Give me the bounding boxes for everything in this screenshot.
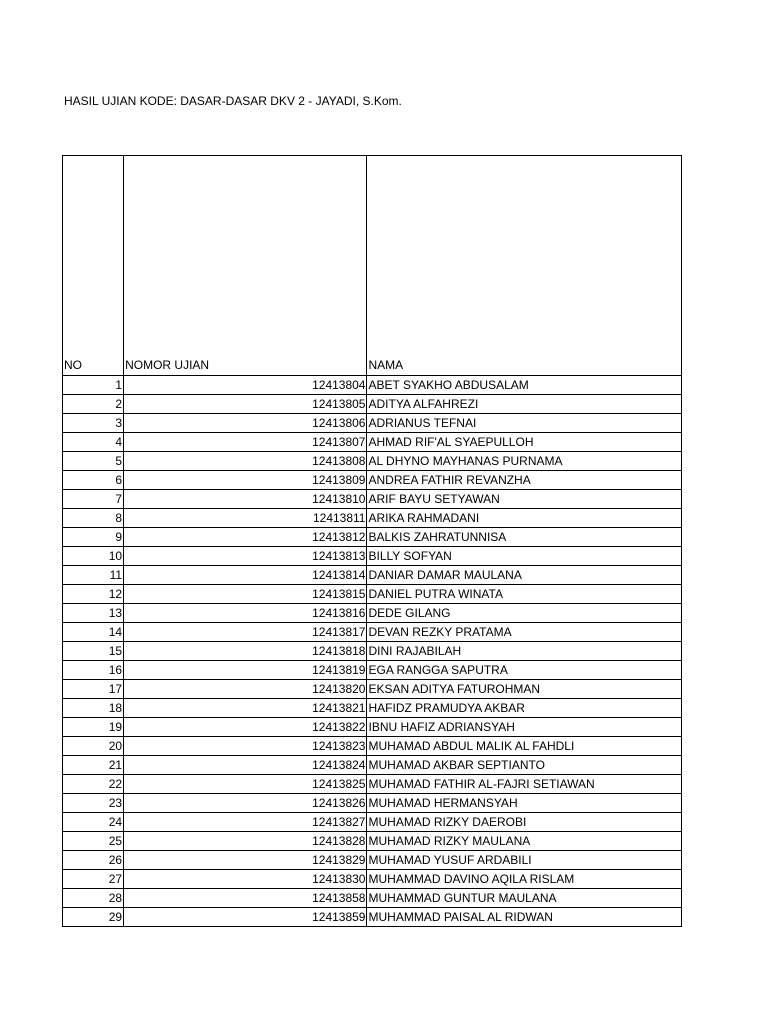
cell-nomor-ujian: 12413820 <box>124 680 367 699</box>
cell-no: 12 <box>63 585 124 604</box>
table-row <box>63 623 682 642</box>
cell-nomor-ujian: 12413825 <box>124 775 367 794</box>
cell-nama: DINI RAJABILAH <box>367 642 682 661</box>
table-row <box>63 395 682 414</box>
header-nama: NAMA <box>367 156 682 376</box>
cell-no: 13 <box>63 604 124 623</box>
cell-nomor-ujian: 12413823 <box>124 737 367 756</box>
header-nomor-ujian: NOMOR UJIAN <box>124 156 367 376</box>
cell-nomor-ujian: 12413830 <box>124 870 367 889</box>
cell-nomor-ujian: 12413822 <box>124 718 367 737</box>
cell-no: 1 <box>63 376 124 395</box>
table-row <box>63 794 682 813</box>
results-table <box>62 155 682 927</box>
cell-nama: DANIAR DAMAR MAULANA <box>367 566 682 585</box>
cell-no: 18 <box>63 699 124 718</box>
cell-nomor-ujian: 12413811 <box>124 509 367 528</box>
cell-nama: ARIKA RAHMADANI <box>367 509 682 528</box>
cell-no: 19 <box>63 718 124 737</box>
cell-no: 2 <box>63 395 124 414</box>
cell-no: 20 <box>63 737 124 756</box>
cell-nomor-ujian: 12413804 <box>124 376 367 395</box>
table-row <box>63 870 682 889</box>
cell-nama: BALKIS ZAHRATUNNISA <box>367 528 682 547</box>
cell-nama: HAFIDZ PRAMUDYA AKBAR <box>367 699 682 718</box>
table-row <box>63 642 682 661</box>
cell-nama: ABET SYAKHO ABDUSALAM <box>367 376 682 395</box>
cell-nomor-ujian: 12413824 <box>124 756 367 775</box>
table-row <box>63 585 682 604</box>
table-row <box>63 832 682 851</box>
cell-no: 24 <box>63 813 124 832</box>
table-row <box>63 680 682 699</box>
cell-nomor-ujian: 12413814 <box>124 566 367 585</box>
cell-no: 25 <box>63 832 124 851</box>
cell-nama: EKSAN ADITYA FATUROHMAN <box>367 680 682 699</box>
cell-nama: MUHAMAD RIZKY MAULANA <box>367 832 682 851</box>
cell-no: 15 <box>63 642 124 661</box>
table-row <box>63 376 682 395</box>
cell-nama: MUHAMAD AKBAR SEPTIANTO <box>367 756 682 775</box>
table-row <box>63 471 682 490</box>
table-row <box>63 566 682 585</box>
cell-nomor-ujian: 12413812 <box>124 528 367 547</box>
cell-no: 26 <box>63 851 124 870</box>
cell-nama: MUHAMAD ABDUL MALIK AL FAHDLI <box>367 737 682 756</box>
cell-nama: AHMAD RIF'AL SYAEPULLOH <box>367 433 682 452</box>
cell-nomor-ujian: 12413808 <box>124 452 367 471</box>
cell-no: 11 <box>63 566 124 585</box>
cell-nama: ADITYA ALFAHREZI <box>367 395 682 414</box>
cell-nomor-ujian: 12413815 <box>124 585 367 604</box>
cell-no: 21 <box>63 756 124 775</box>
cell-nama: MUHAMAD HERMANSYAH <box>367 794 682 813</box>
table-row <box>63 509 682 528</box>
cell-no: 23 <box>63 794 124 813</box>
cell-nama: DANIEL PUTRA WINATA <box>367 585 682 604</box>
cell-no: 8 <box>63 509 124 528</box>
table-row <box>63 661 682 680</box>
cell-no: 10 <box>63 547 124 566</box>
cell-nama: AL DHYNO MAYHANAS PURNAMA <box>367 452 682 471</box>
cell-nomor-ujian: 12413806 <box>124 414 367 433</box>
cell-nomor-ujian: 12413807 <box>124 433 367 452</box>
cell-no: 4 <box>63 433 124 452</box>
header-no: NO <box>63 156 124 376</box>
cell-nomor-ujian: 12413829 <box>124 851 367 870</box>
cell-nama: DEDE GILANG <box>367 604 682 623</box>
table-row <box>63 718 682 737</box>
cell-nama: MUHAMMAD GUNTUR MAULANA <box>367 889 682 908</box>
table-row <box>63 813 682 832</box>
cell-nomor-ujian: 12413818 <box>124 642 367 661</box>
cell-no: 17 <box>63 680 124 699</box>
table-row <box>63 908 682 927</box>
cell-nama: MUHAMAD FATHIR AL-FAJRI SETIAWAN <box>367 775 682 794</box>
cell-nomor-ujian: 12413816 <box>124 604 367 623</box>
cell-nomor-ujian: 12413828 <box>124 832 367 851</box>
cell-nama: ARIF BAYU SETYAWAN <box>367 490 682 509</box>
cell-no: 3 <box>63 414 124 433</box>
cell-nomor-ujian: 12413805 <box>124 395 367 414</box>
cell-nama: ANDREA FATHIR REVANZHA <box>367 471 682 490</box>
cell-nomor-ujian: 12413809 <box>124 471 367 490</box>
cell-no: 5 <box>63 452 124 471</box>
cell-no: 9 <box>63 528 124 547</box>
cell-no: 7 <box>63 490 124 509</box>
cell-no: 6 <box>63 471 124 490</box>
table-row <box>63 528 682 547</box>
cell-nomor-ujian: 12413810 <box>124 490 367 509</box>
cell-nama: ADRIANUS TEFNAI <box>367 414 682 433</box>
table-row <box>63 775 682 794</box>
cell-nama: MUHAMAD RIZKY DAEROBI <box>367 813 682 832</box>
cell-nomor-ujian: 12413817 <box>124 623 367 642</box>
table-row <box>63 433 682 452</box>
cell-nomor-ujian: 12413826 <box>124 794 367 813</box>
cell-nomor-ujian: 12413819 <box>124 661 367 680</box>
table-row <box>63 699 682 718</box>
cell-nama: IBNU HAFIZ ADRIANSYAH <box>367 718 682 737</box>
cell-no: 27 <box>63 870 124 889</box>
table-row <box>63 737 682 756</box>
cell-nama: BILLY SOFYAN <box>367 547 682 566</box>
table-row <box>63 604 682 623</box>
table-row <box>63 889 682 908</box>
cell-nama: EGA RANGGA SAPUTRA <box>367 661 682 680</box>
header-row <box>63 156 682 376</box>
cell-no: 14 <box>63 623 124 642</box>
cell-nomor-ujian: 12413821 <box>124 699 367 718</box>
cell-nomor-ujian: 12413858 <box>124 889 367 908</box>
table-row <box>63 547 682 566</box>
table-row <box>63 756 682 775</box>
cell-no: 28 <box>63 889 124 908</box>
table-row <box>63 490 682 509</box>
table-row <box>63 414 682 433</box>
cell-nama: DEVAN REZKY PRATAMA <box>367 623 682 642</box>
cell-nomor-ujian: 12413813 <box>124 547 367 566</box>
table-row <box>63 851 682 870</box>
cell-nomor-ujian: 12413859 <box>124 908 367 927</box>
cell-nama: MUHAMMAD DAVINO AQILA RISLAM <box>367 870 682 889</box>
cell-nama: MUHAMAD YUSUF ARDABILI <box>367 851 682 870</box>
cell-nama: MUHAMMAD PAISAL AL RIDWAN <box>367 908 682 927</box>
cell-no: 16 <box>63 661 124 680</box>
document-title: HASIL UJIAN KODE: DASAR-DASAR DKV 2 - JAYADI, S.Kom. <box>64 94 402 108</box>
table-row <box>63 452 682 471</box>
cell-nomor-ujian: 12413827 <box>124 813 367 832</box>
table-body <box>63 376 682 927</box>
cell-no: 22 <box>63 775 124 794</box>
cell-no: 29 <box>63 908 124 927</box>
